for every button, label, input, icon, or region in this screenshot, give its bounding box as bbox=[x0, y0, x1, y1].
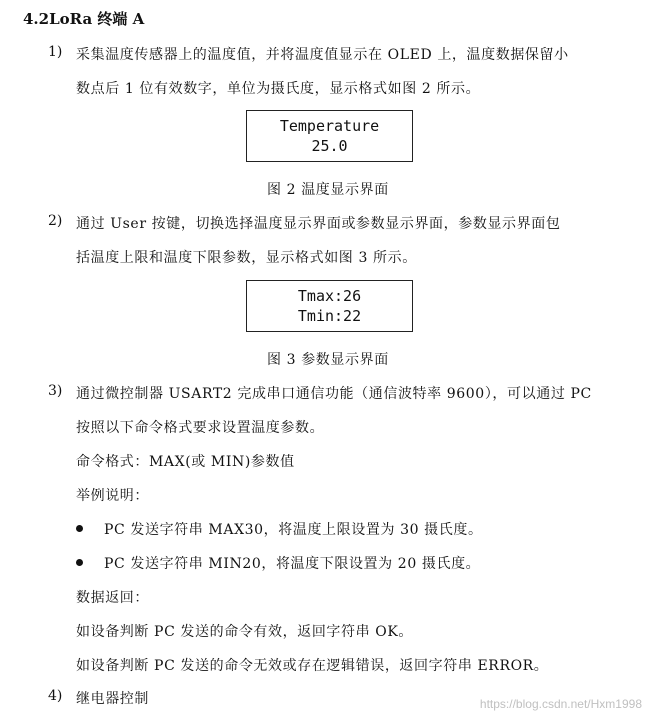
item-2-line-2: 括温度上限和温度下限参数，显示格式如图 3 所示。 bbox=[76, 250, 417, 266]
return-line-error: 如设备判断 PC 发送的命令无效或存在逻辑错误，返回字符串 ERROR。 bbox=[76, 658, 549, 674]
temperature-value: 25.0 bbox=[311, 137, 348, 155]
tmin-value: Tmin:22 bbox=[297, 307, 362, 325]
item-1-line-1: 采集温度传感器上的温度值，并将温度值显示在 OLED 上，温度数据保留小 bbox=[76, 47, 569, 63]
item-2-line-1: 通过 User 按键，切换选择温度显示界面或参数显示界面，参数显示界面包 bbox=[76, 216, 561, 232]
example-label: 举例说明： bbox=[76, 488, 149, 504]
watermark-url: https://blog.csdn.net/Hxm1998 bbox=[479, 697, 642, 711]
bullet-dot bbox=[76, 559, 83, 566]
command-format: 命令格式：MAX(或 MIN)参数值 bbox=[76, 454, 295, 470]
example-bullet-2: PC 发送字符串 MIN20，将温度下限设置为 20 摄氏度。 bbox=[104, 556, 481, 572]
temperature-label: Temperature bbox=[279, 117, 380, 135]
example-bullet-1: PC 发送字符串 MAX30，将温度上限设置为 30 摄氏度。 bbox=[104, 522, 483, 538]
section-heading: 4.2LoRa 终端 A bbox=[23, 10, 145, 28]
item-4-line-1: 继电器控制 bbox=[76, 691, 149, 707]
item-3-line-2: 按照以下命令格式要求设置温度参数。 bbox=[76, 420, 325, 436]
item-1-line-2: 数点后 1 位有效数字，单位为摄氏度，显示格式如图 2 所示。 bbox=[76, 81, 481, 97]
item-3-number: 3) bbox=[48, 383, 63, 399]
item-2-number: 2) bbox=[48, 213, 63, 229]
item-1-number: 1) bbox=[48, 44, 63, 60]
bullet-dot bbox=[76, 525, 83, 532]
item-4-number: 4) bbox=[48, 688, 63, 704]
parameter-display-box bbox=[246, 280, 413, 332]
return-label: 数据返回： bbox=[76, 590, 149, 606]
figure-3-caption: 图 3 参数显示界面 bbox=[267, 352, 389, 368]
return-line-ok: 如设备判断 PC 发送的命令有效，返回字符串 OK。 bbox=[76, 624, 414, 640]
tmax-value: Tmax:26 bbox=[297, 287, 362, 305]
item-3-line-1: 通过微控制器 USART2 完成串口通信功能（通信波特率 9600），可以通过 PC bbox=[76, 386, 592, 402]
temperature-display-box bbox=[246, 110, 413, 162]
figure-2-caption: 图 2 温度显示界面 bbox=[267, 182, 389, 198]
